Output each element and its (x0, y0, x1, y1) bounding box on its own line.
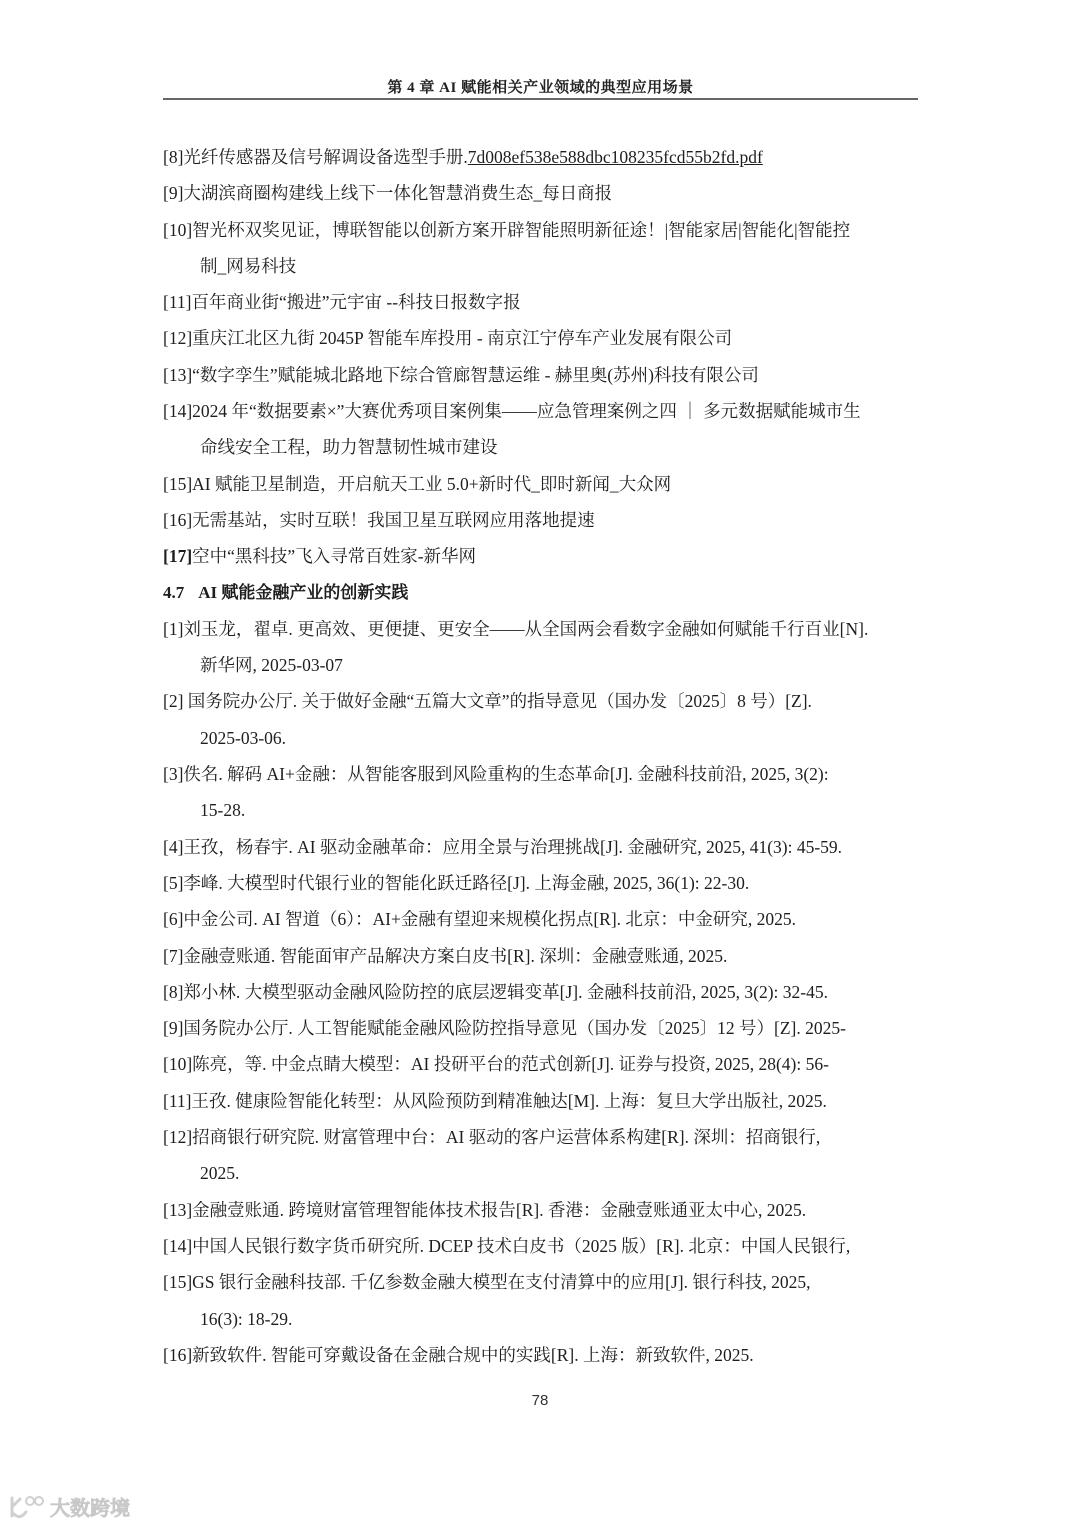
reference-number: [11] (163, 1090, 192, 1111)
reference-number: [11] (163, 292, 192, 313)
reference-item (163, 320, 923, 356)
reference-item (163, 938, 923, 974)
reference-text: 百年商业街“搬进”元宇宙 --科技日报数字报 (191, 292, 521, 313)
reference-item (163, 829, 923, 865)
reference-item (163, 756, 923, 829)
reference-item (163, 466, 923, 502)
reference-continuation: 命线安全工程，助力智慧韧性城市建设 (200, 437, 498, 458)
reference-number: [8] (163, 981, 184, 1002)
watermark-logo-icon (8, 1494, 46, 1520)
reference-number: [16] (163, 509, 193, 530)
reference-item (163, 1337, 923, 1373)
reference-text: 重庆江北区九街 2045P 智能车库投用 - 南京江宁停车产业发展有限公司 (192, 328, 733, 349)
reference-item (163, 1010, 923, 1046)
section-number: 4.7 (163, 582, 185, 602)
reference-text: 2024 年“数据要素×”大赛优秀项目案例集——应急管理案例之四 ｜ 多元数据赋能城市生 (192, 401, 861, 422)
header-rule (163, 98, 918, 100)
reference-item (163, 974, 923, 1010)
watermark (8, 1492, 130, 1521)
reference-text: 李峰. 大模型时代银行业的智能化跃迁路径[J]. 上海金融, 2025, 36(1): 22-30. (183, 872, 750, 893)
reference-continuation: 2025. (200, 1163, 240, 1184)
reference-number: [17] (163, 546, 193, 567)
reference-number: [10] (163, 219, 193, 240)
reference-number: [7] (163, 945, 184, 966)
reference-number: [15] (163, 1272, 193, 1293)
reference-text: “数字孪生”赋能城北路地下综合管廊智慧运维 - 赫里奥(苏州)科技有限公司 (192, 364, 759, 385)
reference-item (163, 212, 923, 285)
reference-text: 空中“黑科技”飞入寻常百姓家-新华网 (192, 546, 477, 567)
reference-text: GS 银行金融科技部. 千亿参数金融大模型在支付清算中的应用[J]. 银行科技, 2025, (192, 1272, 811, 1293)
watermark-text: 大数跨境 (50, 1496, 130, 1520)
reference-item (163, 1228, 923, 1264)
reference-text: 中国人民银行数字货币研究所. DCEP 技术白皮书（2025 版）[R]. 北京：中国人民银行, (192, 1235, 851, 1256)
reference-item (163, 284, 923, 320)
reference-continuation: 2025-03-06. (200, 727, 287, 748)
reference-text: 佚名. 解码 AI+金融：从智能客服到风险重构的生态革命[J]. 金融科技前沿, 2025, 3(2): (183, 764, 829, 785)
reference-text: 王孜，杨春宇. AI 驱动金融革命：应用全景与治理挑战[J]. 金融研究, 2025, 41(3): 45-59. (183, 836, 843, 857)
reference-text: 国务院办公厅. 关于做好金融“五篇大文章”的指导意见（国办发〔2025〕8 号）[Z]. (183, 691, 812, 712)
reference-text: 光纤传感器及信号解调设备选型手册. (183, 147, 468, 167)
reference-text: 智光杯双奖见证，博联智能以创新方案开辟智能照明新征途！|智能家居|智能化|智能控 (192, 219, 851, 240)
reference-text: 招商银行研究院. 财富管理中台：AI 驱动的客户运营体系构建[R]. 深圳：招商银行, (192, 1127, 821, 1148)
reference-number: [3] (163, 764, 184, 785)
reference-item (163, 1192, 923, 1228)
reference-text: 金融壹账通. 智能面审产品解决方案白皮书[R]. 深圳：金融壹账通, 2025. (183, 945, 728, 966)
reference-item (163, 1083, 923, 1119)
reference-continuation: 新华网, 2025-03-07 (200, 655, 343, 676)
reference-item (163, 1119, 923, 1192)
reference-text: 无需基站，实时互联！我国卫星互联网应用落地提速 (192, 509, 595, 530)
page-content (163, 139, 923, 1373)
reference-number: [12] (163, 1127, 193, 1148)
reference-number: [1] (163, 618, 184, 639)
reference-text: 陈亮，等. 中金点睛大模型：AI 投研平台的范式创新[J]. 证券与投资, 2025, 28(4): 56- (192, 1054, 829, 1075)
reference-text: 国务院办公厅. 人工智能赋能金融风险防控指导意见（国办发〔2025〕12 号）[Z]. 2025- (183, 1018, 846, 1039)
reference-number: [15] (163, 473, 193, 494)
reference-number: [14] (163, 1235, 193, 1256)
reference-link[interactable]: 7d008ef538e588dbc108235fcd55b2fd.pdf (467, 147, 763, 167)
reference-text: 王孜. 健康险智能化转型：从风险预防到精准触达[M]. 上海：复旦大学出版社, 2025. (191, 1090, 827, 1111)
reference-item (163, 865, 923, 901)
reference-item (163, 393, 923, 466)
reference-text: AI 赋能卫星制造，开启航天工业 5.0+新时代_即时新闻_大众网 (192, 473, 672, 494)
reference-continuation: 15-28. (200, 800, 246, 821)
reference-continuation: 16(3): 18-29. (200, 1308, 293, 1329)
reference-item (163, 175, 923, 211)
reference-text: 大湖滨商圈构建线上线下一体化智慧消费生态_每日商报 (183, 183, 613, 204)
reference-item (163, 357, 923, 393)
reference-number: [9] (163, 1018, 184, 1039)
reference-number: [2] (163, 691, 184, 712)
reference-number: [12] (163, 328, 193, 349)
running-header: 第 4 章 AI 赋能相关产业领域的典型应用场景 (387, 80, 694, 96)
reference-item (163, 502, 923, 538)
reference-item (163, 683, 923, 756)
reference-text: 新致软件. 智能可穿戴设备在金融合规中的实践[R]. 上海：新致软件, 2025. (192, 1344, 754, 1365)
reference-number: [10] (163, 1054, 193, 1075)
reference-item (163, 538, 923, 574)
reference-item (163, 139, 923, 175)
reference-number: [16] (163, 1344, 193, 1365)
reference-item (163, 1264, 923, 1337)
reference-number: [5] (163, 872, 184, 893)
reference-item (163, 611, 923, 684)
section-title: AI 赋能金融产业的创新实践 (198, 582, 409, 602)
section-heading (163, 575, 923, 611)
reference-number: [6] (163, 909, 184, 930)
reference-number: [14] (163, 401, 193, 422)
reference-item (163, 1046, 923, 1082)
reference-text: 金融壹账通. 跨境财富管理智能体技术报告[R]. 香港：金融壹账通亚太中心, 2025. (192, 1199, 807, 1220)
reference-number: [13] (163, 364, 193, 385)
reference-item (163, 901, 923, 937)
reference-number: [4] (163, 836, 184, 857)
reference-number: [13] (163, 1199, 193, 1220)
reference-text: 郑小林. 大模型驱动金融风险防控的底层逻辑变革[J]. 金融科技前沿, 2025, 3(2): 32-45. (183, 981, 828, 1002)
reference-text: 刘玉龙，翟卓. 更高效、更便捷、更安全——从全国两会看数字金融如何赋能千行百业[N]. (183, 618, 869, 639)
reference-number: [9] (163, 183, 184, 204)
reference-text: 中金公司. AI 智道（6）：AI+金融有望迎来规模化拐点[R]. 北京：中金研究, 2025. (183, 909, 797, 930)
page-number: 78 (531, 1392, 549, 1409)
reference-continuation: 制_网易科技 (200, 255, 297, 276)
reference-number: [8] (163, 147, 184, 167)
